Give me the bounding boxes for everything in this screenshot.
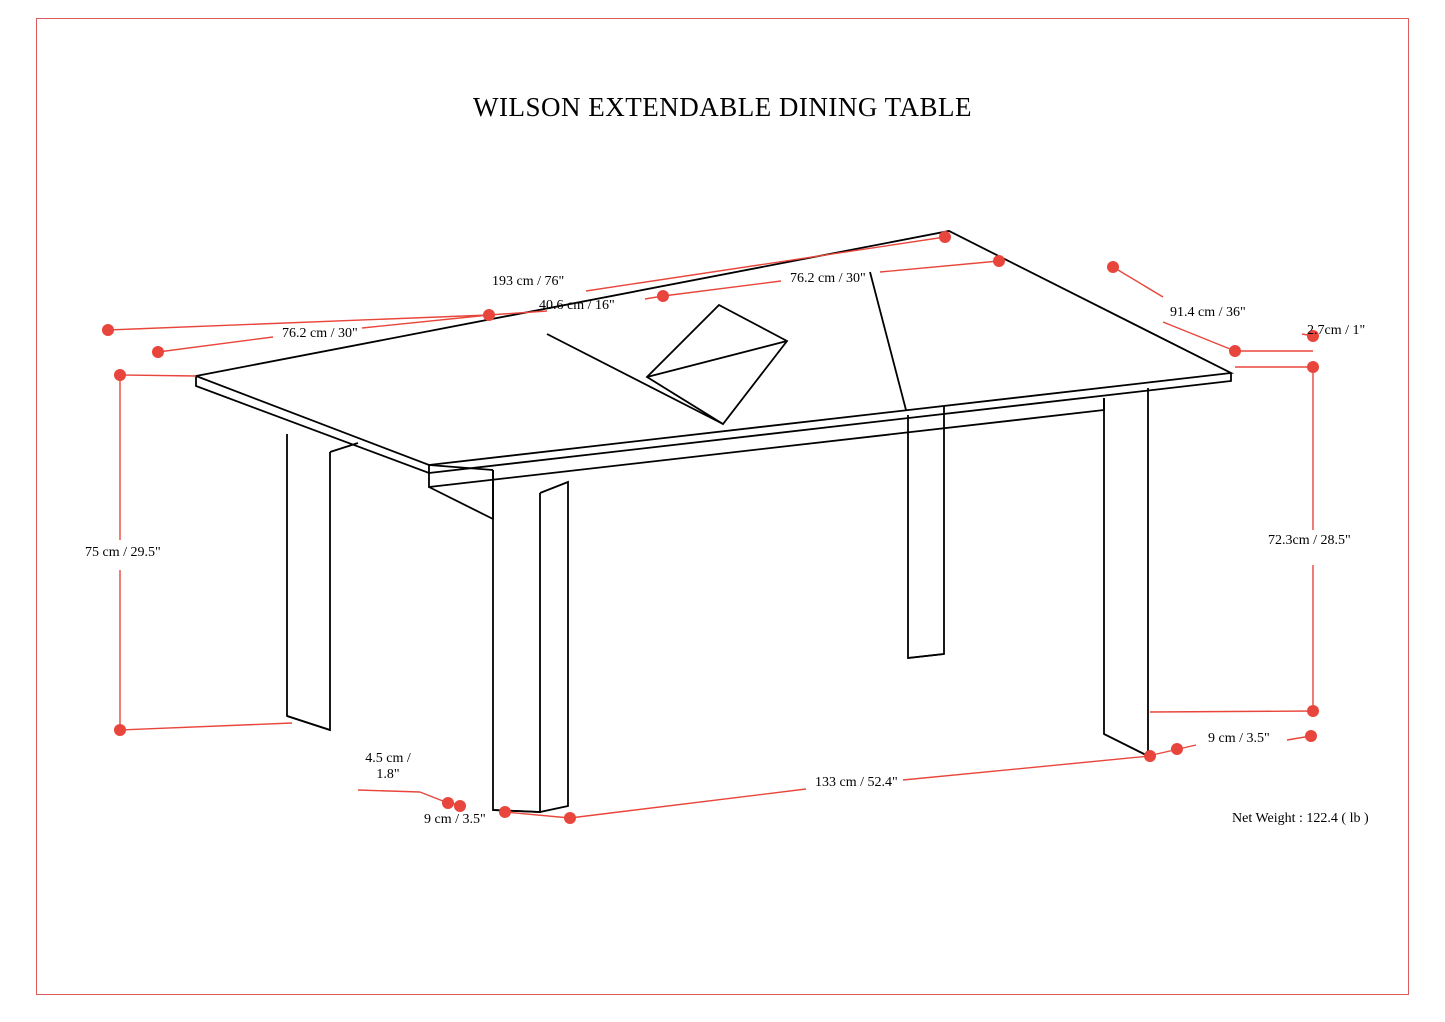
dimension-label-leg-span: 133 cm / 52.4" <box>815 775 898 790</box>
dimension-label-top-depth: 91.4 cm / 36" <box>1170 305 1246 320</box>
dimension-label-top-left-width: 76.2 cm / 30" <box>282 326 358 341</box>
dimension-label-apron-clearance: 4.5 cm / 1.8" <box>365 751 411 783</box>
dimension-label-height-left: 75 cm / 29.5" <box>85 545 161 560</box>
dimension-label-leaf-width: 40.6 cm / 16" <box>539 298 615 313</box>
dimension-label-leg-width-front: 9 cm / 3.5" <box>424 812 486 827</box>
dimension-label-leg-width-right: 9 cm / 3.5" <box>1208 731 1270 746</box>
page-title: WILSON EXTENDABLE DINING TABLE <box>472 92 972 122</box>
dimension-label-top-right-width: 76.2 cm / 30" <box>790 271 866 286</box>
dimension-label-top-length-overall: 193 cm / 76" <box>492 274 565 289</box>
dimension-label-top-thickness: 2.7cm / 1" <box>1307 323 1366 338</box>
net-weight-label: Net Weight : 122.4 ( lb ) <box>1232 811 1369 826</box>
dimension-label-height-right: 72.3cm / 28.5" <box>1268 533 1351 548</box>
